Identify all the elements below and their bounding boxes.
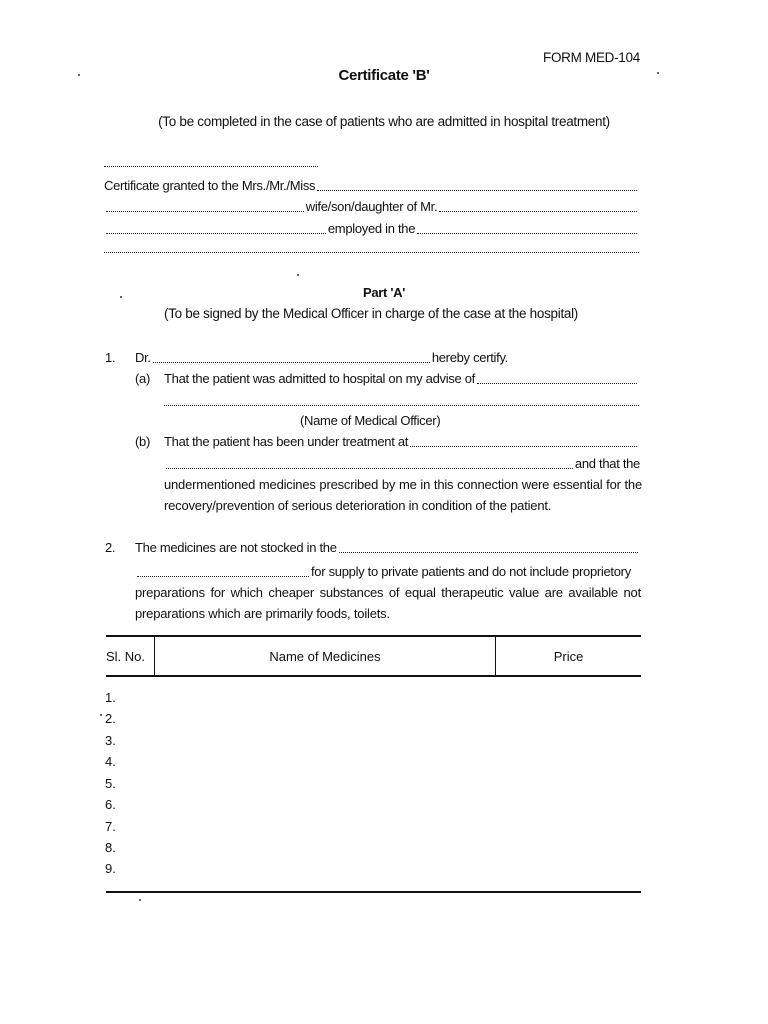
doctor-name-field[interactable] (153, 362, 430, 363)
medicines-table (106, 635, 641, 677)
doctor-row (135, 350, 508, 366)
clause-2-paragraph: preparations for which cheaper substances of equal therapeutic value are available not preparations which are primarily foods, toilets. (135, 585, 641, 621)
clause-1a-label: (a) (135, 371, 150, 386)
scan-speck (120, 296, 122, 298)
scan-speck (657, 72, 659, 74)
relation-label: wife/son/daughter of Mr. (305, 199, 438, 214)
scan-speck (100, 714, 102, 716)
employee-field[interactable] (106, 233, 326, 234)
relation-field-left[interactable] (106, 211, 304, 212)
table-row-number: 2. (105, 711, 116, 726)
blank-line[interactable] (104, 252, 639, 253)
form-number: FORM MED-104 (543, 50, 640, 65)
stock-place-field-2[interactable] (137, 576, 309, 577)
table-row-number: 1. (105, 690, 116, 705)
guardian-name-field[interactable] (439, 211, 637, 212)
relation-row (104, 199, 639, 215)
treatment-place-field-2[interactable] (166, 468, 573, 469)
supply-row (135, 564, 641, 580)
treatment-cont-text: and that the (574, 456, 640, 471)
stock-row (135, 540, 640, 556)
clause-1b-label: (b) (135, 434, 150, 449)
table-row-number: 6. (105, 797, 116, 812)
patient-name-label: Certificate granted to the Mrs./Mr./Miss (104, 178, 316, 193)
sl-no-header: Sl. No. (106, 636, 155, 676)
price-header: Price (496, 636, 642, 676)
table-row-number: 5. (105, 776, 116, 791)
table-row-number: 9. (105, 861, 116, 876)
treatment-row (164, 434, 639, 450)
certificate-subtitle: (To be completed in the case of patients who are admitted in hospital treatment) (158, 114, 610, 129)
supply-text: for supply to private patients and do not include proprietory (311, 564, 631, 579)
treatment-place-field[interactable] (410, 446, 637, 447)
doctor-prefix: Dr. (135, 350, 151, 365)
table-row-number: 8. (105, 840, 116, 855)
clause-1b-paragraph: undermentioned medicines prescribed by me in this connection were essential for the recovery/prevention of serious deterioration in condition of the patient. (164, 477, 642, 513)
admission-row (164, 371, 639, 387)
employment-row (104, 221, 639, 237)
clause-2-number: 2. (105, 540, 116, 555)
stock-text: The medicines are not stocked in the (135, 540, 337, 555)
table-row-number: 7. (105, 819, 116, 834)
table-bottom-rule (106, 891, 641, 893)
employment-label: employed in the (327, 221, 416, 236)
scan-speck (78, 74, 80, 76)
table-row-number: 4. (105, 754, 116, 769)
medical-officer-caption: (Name of Medical Officer) (300, 413, 441, 428)
stock-place-field[interactable] (339, 552, 638, 553)
patient-name-field[interactable] (317, 190, 637, 191)
blank-line[interactable] (104, 166, 318, 167)
patient-name-row (104, 178, 639, 194)
certificate-title: Certificate 'B' (338, 67, 430, 84)
part-a-heading: Part 'A' (362, 285, 406, 300)
treatment-cont-row (164, 456, 640, 472)
admission-text: That the patient was admitted to hospital on my advise of (164, 371, 475, 386)
clause-1-number: 1. (105, 350, 116, 365)
part-a-subheading: (To be signed by the Medical Officer in charge of the case at the hospital) (164, 306, 578, 321)
employer-field[interactable] (417, 233, 637, 234)
scan-speck (139, 899, 141, 901)
certify-text: hereby certify. (431, 350, 508, 365)
medicine-name-header: Name of Medicines (155, 636, 496, 676)
treatment-text: That the patient has been under treatment at (164, 434, 409, 449)
table-row-number: 3. (105, 733, 116, 748)
scan-speck (297, 274, 299, 276)
medical-officer-field[interactable] (164, 405, 639, 406)
admission-advise-field[interactable] (477, 383, 637, 384)
